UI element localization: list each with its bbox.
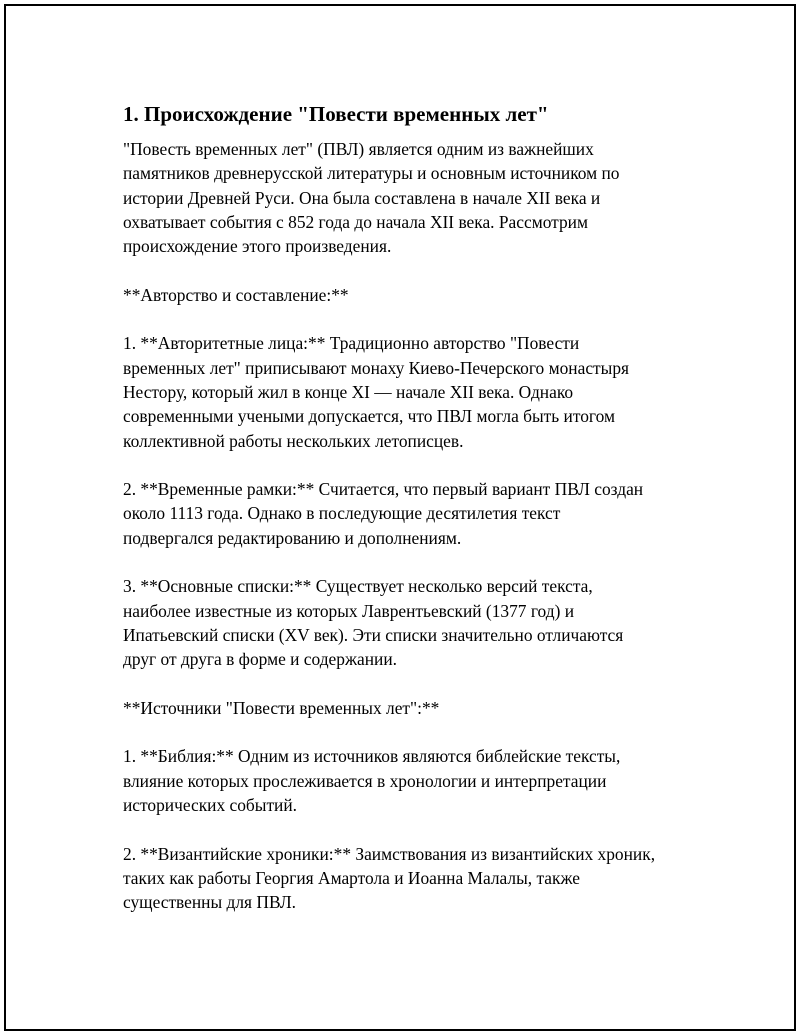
section-heading-authorship: [123, 283, 733, 307]
text-line: 1. **Библия:** Одним из источников являются библейские тексты,: [123, 746, 621, 767]
text-line: подвергался редактированию и дополнениям.: [123, 527, 462, 548]
list-item-bible: [123, 744, 733, 817]
paragraph-gap: [123, 258, 733, 282]
paragraph-gap: [123, 720, 733, 744]
text-line: наиболее известные из которых Лаврентьевский (1377 год) и: [123, 600, 575, 621]
text-line: памятников древнерусской литературы и основным источником по: [123, 163, 620, 184]
paragraph-gap: [123, 453, 733, 477]
document-body: [123, 101, 733, 915]
text-line: друг от друга в форме и содержании.: [123, 649, 397, 670]
text-line: 2. **Временные рамки:** Считается, что первый вариант ПВЛ создан: [123, 479, 644, 500]
text-line: истории Древней Руси. Она была составлена в начале XII века и: [123, 187, 601, 208]
text-line: коллективной работы нескольких летописцев.: [123, 430, 464, 451]
text-line: охватывает события с 852 года до начала XII века. Рассмотрим: [123, 211, 588, 232]
text-line: существенны для ПВЛ.: [123, 892, 297, 913]
text-line: около 1113 года. Однако в последующие десятилетия текст: [123, 503, 561, 524]
text-line: "Повесть временных лет" (ПВЛ) является одним из важнейших: [123, 139, 594, 159]
paragraph-gap: [123, 817, 733, 841]
section-heading-sources: [123, 696, 733, 720]
list-item-main-copies: [123, 574, 733, 671]
list-item-authorities: [123, 331, 733, 452]
document-page: [4, 4, 796, 1031]
list-item-byzantine-chronicles: [123, 842, 733, 915]
document-title: 1. Происхождение "Повести временных лет": [123, 102, 549, 126]
text-line: происхождение этого произведения.: [123, 236, 392, 257]
text-line: **Источники "Повести временных лет":**: [123, 697, 440, 718]
text-line: исторических событий.: [123, 795, 298, 816]
text-line: таких как работы Георгия Амартола и Иоанна Малалы, также: [123, 867, 580, 888]
text-line: **Авторство и составление:**: [123, 284, 349, 305]
text-line: 1. **Авторитетные лица:** Традиционно авторство "Повести: [123, 333, 580, 354]
text-line: Нестору, который жил в конце XI — начале XII века. Однако: [123, 381, 574, 402]
text-line: временных лет" приписывают монаху Киево-Печерского монастыря: [123, 357, 630, 378]
intro-paragraph: [123, 137, 733, 258]
paragraph-gap: [123, 672, 733, 696]
text-line: современными учеными допускается, что ПВЛ могла быть итогом: [123, 406, 615, 427]
text-line: Ипатьевский списки (XV век). Эти списки значительно отличаются: [123, 624, 624, 645]
paragraph-gap: [123, 550, 733, 574]
paragraph-gap: [123, 307, 733, 331]
list-item-time-frame: [123, 477, 733, 550]
text-line: влияние которых прослеживается в хронологии и интерпретации: [123, 770, 607, 791]
text-line: 2. **Византийские хроники:** Заимствования из византийских хроник,: [123, 843, 656, 864]
text-line: 3. **Основные списки:** Существует несколько версий текста,: [123, 576, 593, 597]
